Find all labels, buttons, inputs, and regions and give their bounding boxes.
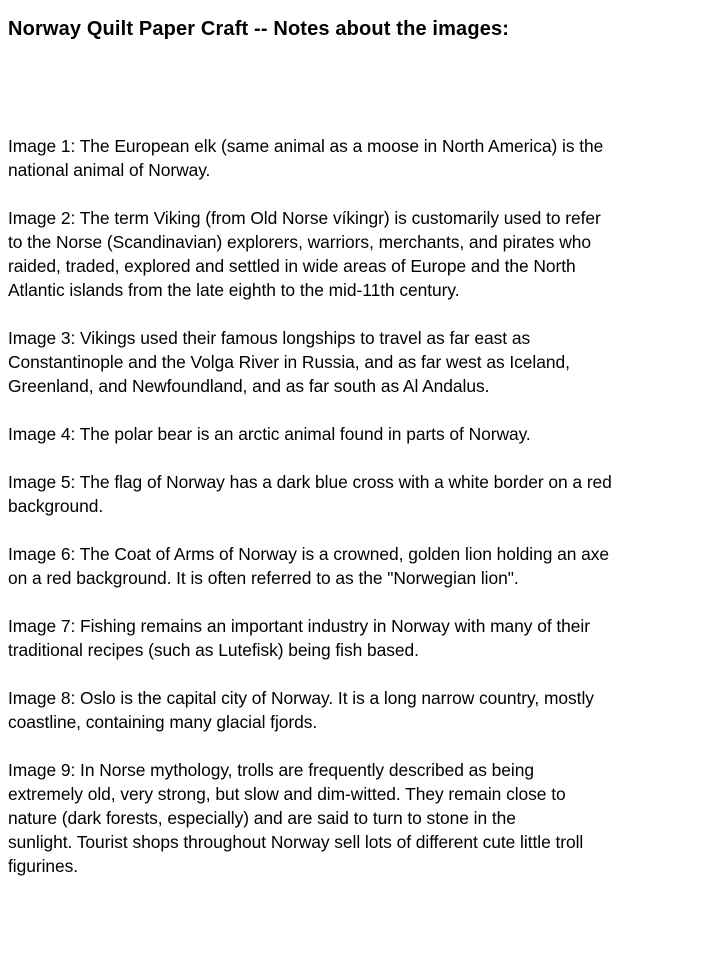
note-image-9 [8, 758, 714, 878]
note-line: background. [8, 496, 104, 516]
note-image-2 [8, 206, 714, 302]
note-line: Image 5: The flag of Norway has a dark blue cross with a white border on a red [8, 472, 612, 492]
note-line: figurines. [8, 856, 79, 876]
note-line: to the Norse (Scandinavian) explorers, warriors, merchants, and pirates who [8, 232, 591, 252]
note-line: Image 7: Fishing remains an important industry in Norway with many of their [8, 616, 590, 636]
note-image-1 [8, 134, 714, 182]
page-title: Norway Quilt Paper Craft -- Notes about the images: [8, 18, 510, 40]
note-image-8 [8, 686, 714, 734]
note-line: sunlight. Tourist shops throughout Norway sell lots of different cute little troll [8, 832, 584, 852]
note-line: Image 6: The Coat of Arms of Norway is a crowned, golden lion holding an axe [8, 544, 610, 564]
note-line: Atlantic islands from the late eighth to the mid-11th century. [8, 280, 460, 300]
note-line: traditional recipes (such as Lutefisk) being fish based. [8, 640, 419, 660]
note-line: raided, traded, explored and settled in wide areas of Europe and the North [8, 256, 576, 276]
note-line: Constantinople and the Volga River in Russia, and as far west as Iceland, [8, 352, 570, 372]
note-image-5 [8, 470, 714, 518]
note-line: national animal of Norway. [8, 160, 211, 180]
note-image-6 [8, 542, 714, 590]
notes-list [8, 134, 714, 902]
note-line: Image 9: In Norse mythology, trolls are frequently described as being [8, 760, 534, 780]
note-image-7 [8, 614, 714, 662]
note-image-4 [8, 422, 714, 446]
note-image-3 [8, 326, 714, 398]
note-line: Greenland, and Newfoundland, and as far south as Al Andalus. [8, 376, 490, 396]
note-line: Image 8: Oslo is the capital city of Norway. It is a long narrow country, mostly [8, 688, 594, 708]
note-line: Image 1: The European elk (same animal as a moose in North America) is the [8, 136, 604, 156]
note-line: coastline, containing many glacial fjords. [8, 712, 318, 732]
note-line: Image 3: Vikings used their famous longships to travel as far east as [8, 328, 531, 348]
note-line: nature (dark forests, especially) and are said to turn to stone in the [8, 808, 516, 828]
note-line: extremely old, very strong, but slow and dim-witted. They remain close to [8, 784, 566, 804]
note-line: Image 4: The polar bear is an arctic animal found in parts of Norway. [8, 424, 531, 444]
note-line: Image 2: The term Viking (from Old Norse víkingr) is customarily used to refer [8, 208, 601, 228]
note-line: on a red background. It is often referred to as the "Norwegian lion". [8, 568, 519, 588]
